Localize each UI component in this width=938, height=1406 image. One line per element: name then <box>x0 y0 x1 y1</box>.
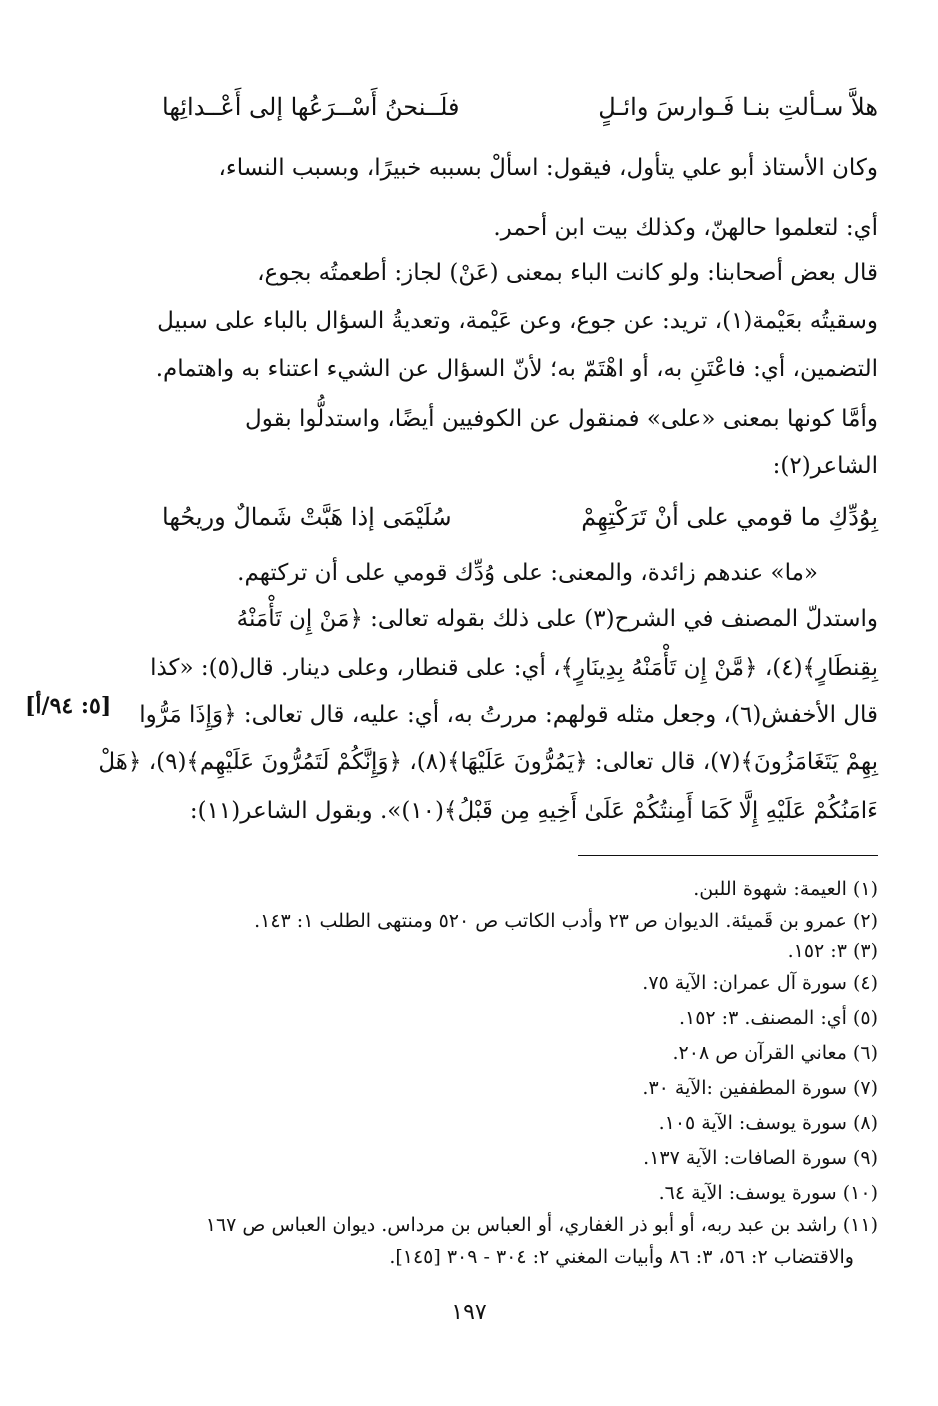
margin-reference: [٥: ٩٤/أ] <box>25 693 112 719</box>
footnote: (١١) راشد بن عبد ربه، أو أبو ذر الغفاري، أو العباس بن مرداس. ديوان العباس ص ١٦٧ <box>205 1214 878 1236</box>
body-line: بِهِمْ يَتَغَامَزُونَ﴾(٧)، قال تعالى: ﴿يَمُرُّونَ عَلَيْهَا﴾(٨)، ﴿وَإِنَّكُمْ لَتَمُرُّونَ عَلَيْهِم﴾(٩)، ﴿هَلْ <box>98 749 878 775</box>
footnote: (٨) سورة يوسف: الآية ١٠٥. <box>658 1112 878 1134</box>
verse-1-second-hemistich: فلَــنحنُ أَسْــرَعُها إلى أَعْــدائِها <box>162 93 460 121</box>
body-line: أي: لتعلموا حالهنّ، وكذلك بيت ابن أحمر. <box>493 215 878 241</box>
footnote: (١٠) سورة يوسف: الآية ٦٤. <box>658 1182 878 1204</box>
footnote-separator <box>578 855 878 856</box>
page-number: ١٩٧ <box>451 1300 487 1325</box>
body-line: «ما» عندهم زائدة، والمعنى: على وُدِّك قومي على أن تركتهم. <box>237 560 818 586</box>
verse-2-first-hemistich: بِوُدِّكِ ما قومي على أنْ تَرَكْتِهِمْ <box>581 503 878 531</box>
body-line: وكان الأستاذ أبو علي يتأول، فيقول: اسألْ بسببه خبيرًا، وبسبب النساء، <box>218 155 878 181</box>
footnote: (٥) أي: المصنف. ٣: ١٥٢. <box>678 1007 878 1029</box>
body-line: وأمَّا كونها بمعنى «على» فمنقول عن الكوفيين أيضًا، واستدلُّوا بقول <box>245 406 878 432</box>
body-line: الشاعر(٢): <box>772 453 878 479</box>
footnote: (٩) سورة الصافات: الآية ١٣٧. <box>643 1147 878 1169</box>
verse-1-first-hemistich: هلاَّ سـألتِ بنـا فَـوارسَ وائـلٍ <box>598 93 878 121</box>
body-line: ءَامَنُكُمْ عَلَيْهِ إِلَّا كَمَا أَمِنتُكُمْ عَلَىٰ أَخِيهِ مِن قَبْلُ﴾(١٠)». وبقول الشاعر(١١): <box>189 798 878 824</box>
verse-2-second-hemistich: سُلَيْمَى إذا هَبَّتْ شَمالٌ وريحُها <box>162 503 452 531</box>
footnote: (١) العيمة: شهوة اللبن. <box>693 878 878 900</box>
footnote: (٤) سورة آل عمران: الآية ٧٥. <box>642 972 878 994</box>
footnote: (٢) عمرو بن قَميئة. الديوان ص ٢٣ وأدب الكاتب ص ٥٢٠ ومنتهى الطلب ١: ١٤٣. <box>254 910 878 932</box>
body-line: وسقيتُه بعَيْمة(١)، تريد: عن جوع، وعن عَيْمة، وتعديةُ السؤال بالباء على سبيل <box>157 308 878 334</box>
footnote: (٧) سورة المطففين :الآية ٣٠. <box>642 1077 878 1099</box>
body-line: بِقِنطَارٍ﴾(٤)، ﴿مَّنْ إِن تَأْمَنْهُ بِدِينَارٍ﴾، أي: على قنطار، وعلى دينار. قال(٥): «كذا <box>150 655 878 681</box>
body-line: قال بعض أصحابنا: ولو كانت الباء بمعنى (عَنْ) لجاز: أطعمتُه بجوع، <box>257 260 878 286</box>
body-line: قال الأخفش(٦)، وجعل مثله قولهم: مررتُ به، أي: عليه، قال تعالى: ﴿وَإِذَا مَرُّوا <box>139 702 878 728</box>
body-line: التضمين، أي: فاعْتَنِ به، أو اهْتَمّ به؛ لأنّ السؤال عن الشيء اعتناء به واهتمام. <box>155 356 878 382</box>
body-line: واستدلّ المصنف في الشرح(٣) على ذلك بقوله تعالى: ﴿مَنْ إِن تَأْمَنْهُ <box>236 606 878 632</box>
footnote: والاقتضاب ٢: ٥٦، ٣: ٨٦ وأبيات المغني ٢: ٣٠٤ - ٣٠٩ [١٤٥]. <box>389 1246 854 1268</box>
footnote: (٦) معاني القرآن ص ٢٠٨. <box>672 1042 878 1064</box>
footnote: (٣) ٣: ١٥٢. <box>787 940 878 962</box>
